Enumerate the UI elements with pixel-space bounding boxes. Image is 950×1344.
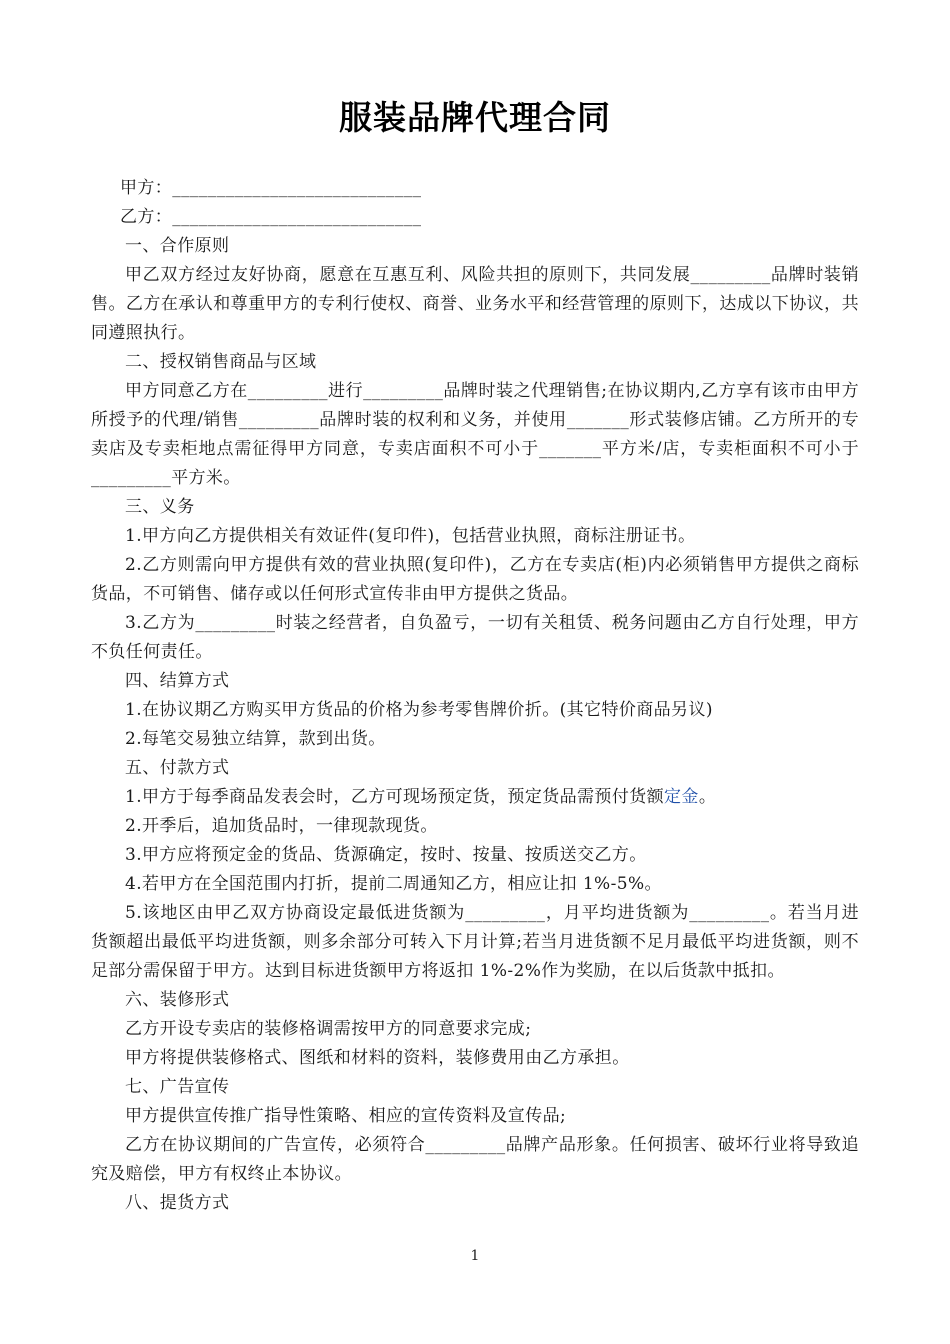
- section-heading: 七、广告宣传: [125, 1077, 230, 1097]
- clause-item: 2.每笔交易独立结算，款到出货。: [125, 729, 386, 749]
- section-heading: 六、装修形式: [125, 990, 230, 1010]
- party-a-line: 甲方：____________________________: [120, 178, 422, 198]
- clause-item: 1.甲方向乙方提供相关有效证件(复印件)，包括营业执照，商标注册证书。: [125, 526, 696, 546]
- document-title: 服装品牌代理合同: [339, 98, 611, 137]
- contract-body: [91, 174, 859, 1218]
- paragraph: 甲方同意乙方在_________进行_________品牌时装之代理销售;在协议期内,乙方享有该市由甲方所授予的代理/销售_________品牌时装的权利和义务，并使用_______形式装修店铺。乙方所开的专卖店及专卖柜地点需征得甲方同意，专卖店面积不可小于_______平方米/店，专卖柜面积不可小于_________平方米。: [91, 381, 859, 488]
- clause-item: 2.乙方则需向甲方提供有效的营业执照(复印件)，乙方在专卖店(柜)内必须销售甲方提供之商标货品，不可销售、储存或以任何形式宣传非由甲方提供之货品。: [91, 555, 859, 604]
- clause-text: 1.甲方于每季商品发表会时，乙方可现场预定货，预定货品需预付货额: [125, 787, 665, 807]
- clause-item: [91, 783, 859, 812]
- clause-text: 。: [698, 787, 717, 807]
- section-heading: 四、结算方式: [125, 671, 230, 691]
- clause-item: 4.若甲方在全国范围内打折，提前二周通知乙方，相应让扣 1%-5%。: [125, 874, 662, 894]
- clause-item: 2.开季后，追加货品时，一律现款现货。: [125, 816, 438, 836]
- clause-item: 3.甲方应将预定金的货品、货源确定，按时、按量、按质送交乙方。: [125, 845, 647, 865]
- clause-item: 乙方在协议期间的广告宣传，必须符合_________品牌产品形象。任何损害、破坏行业将导致追究及赔偿，甲方有权终止本协议。: [91, 1135, 859, 1184]
- section-heading: 三、义务: [125, 497, 195, 517]
- clause-item: 乙方开设专卖店的装修格调需按甲方的同意要求完成;: [125, 1019, 532, 1039]
- clause-item: 1.在协议期乙方购买甲方货品的价格为参考零售牌价折。(其它特价商品另议): [125, 700, 713, 720]
- clause-item: 甲方将提供装修格式、图纸和材料的资料，装修费用由乙方承担。: [125, 1048, 630, 1068]
- section-heading: 八、提货方式: [125, 1193, 230, 1213]
- clause-item: 5.该地区由甲乙双方协商设定最低进货额为_________，月平均进货额为_________。若当月进货额超出最低平均进货额，则多余部分可转入下月计算;若当月进货额不足月最低平均进货额，则不足部分需保留于甲方。达到目标进货额甲方将返扣 1%-2%作为奖励，在以后货款中抵扣。: [91, 903, 859, 981]
- clause-item: 3.乙方为_________时装之经营者，自负盈亏，一切有关租赁、税务问题由乙方自行处理，甲方不负任何责任。: [91, 613, 859, 662]
- section-heading: 二、授权销售商品与区域: [125, 352, 317, 372]
- section-heading: 五、付款方式: [125, 758, 230, 778]
- deposit-link[interactable]: 定金: [664, 787, 699, 807]
- paragraph: 甲乙双方经过友好协商，愿意在互惠互利、风险共担的原则下，共同发展_________品牌时装销售。乙方在承认和尊重甲方的专利行使权、商誉、业务水平和经营管理的原则下，达成以下协议，共同遵照执行。: [91, 265, 859, 343]
- section-heading: 一、合作原则: [125, 236, 230, 256]
- clause-item: 甲方提供宣传推广指导性策略、相应的宣传资料及宣传品;: [125, 1106, 567, 1126]
- party-b-line: 乙方：____________________________: [120, 207, 422, 227]
- page-number: 1: [470, 1248, 480, 1264]
